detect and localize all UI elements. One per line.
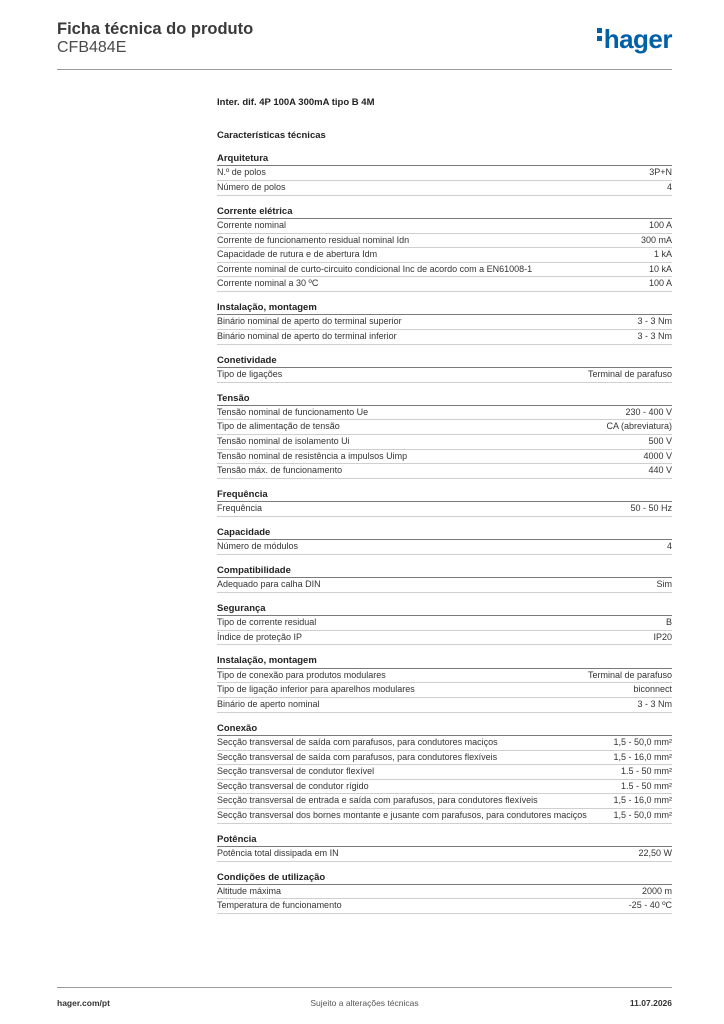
spec-label: Tipo de alimentação de tensão (217, 421, 340, 432)
footer-date: 11.07.2026 (629, 998, 672, 1008)
spec-row (217, 234, 672, 249)
spec-value: 1,5 - 50,0 mm² (613, 736, 672, 747)
spec-row (217, 885, 672, 900)
spec-value: 300 mA (640, 234, 672, 245)
spec-label: Binário nominal de aperto do terminal inferior (217, 330, 397, 341)
spec-label: Binário de aperto nominal (217, 698, 320, 709)
spec-row (217, 330, 672, 345)
spec-value: 100 A (648, 219, 672, 230)
footer-disclaimer: Sujeito a alterações técnicas (310, 998, 419, 1008)
spec-row (217, 683, 672, 698)
spec-row (217, 809, 672, 824)
spec-row (217, 698, 672, 713)
spec-group (217, 565, 672, 593)
group-title: Instalação, montagem (217, 302, 672, 315)
spec-value: biconnect (633, 684, 672, 695)
spec-row (217, 406, 672, 421)
spec-group (217, 603, 672, 646)
spec-value: 22,50 W (638, 847, 672, 858)
spec-label: Capacidade de rutura e de abertura Idm (217, 249, 378, 260)
spec-group (217, 834, 672, 862)
spec-row (217, 578, 672, 593)
spec-value: IP20 (653, 631, 672, 642)
spec-row (217, 368, 672, 383)
spec-row (217, 277, 672, 292)
spec-row (217, 736, 672, 751)
spec-row (217, 847, 672, 862)
spec-row (217, 450, 672, 465)
spec-value: 3 - 3 Nm (637, 316, 672, 327)
group-title: Potência (217, 834, 672, 847)
page-header (57, 20, 672, 70)
spec-group (217, 527, 672, 555)
spec-row (217, 166, 672, 181)
spec-value: 500 V (648, 436, 672, 447)
spec-row (217, 616, 672, 631)
spec-value: Terminal de parafuso (587, 368, 672, 379)
spec-value: B (665, 617, 672, 628)
spec-value: 1,5 - 16,0 mm² (613, 795, 672, 806)
spec-row (217, 765, 672, 780)
group-title: Instalação, montagem (217, 655, 672, 668)
group-title: Condições de utilização (217, 872, 672, 885)
spec-label: Potência total dissipada em IN (217, 847, 339, 858)
spec-value: 2000 m (641, 885, 672, 896)
spec-value: -25 - 40 ºC (628, 900, 672, 911)
product-code: CFB484E (57, 39, 127, 56)
spec-label: Secção transversal de saída com parafusos, para condutores flexíveis (217, 751, 498, 762)
group-title: Frequência (217, 489, 672, 502)
spec-label: N.º de polos (217, 167, 266, 178)
spec-value: 440 V (648, 465, 672, 476)
spec-label: Tensão nominal de funcionamento Ue (217, 406, 369, 417)
spec-row (217, 899, 672, 914)
document-title: Ficha técnica do produto (57, 20, 254, 38)
logo-text: hager (603, 24, 672, 54)
spec-label: Tensão nominal de isolamento Ui (217, 436, 350, 447)
spec-groups (217, 153, 672, 914)
spec-label: Secção transversal de entrada e saída com parafusos, para condutores flexíveis (217, 795, 538, 806)
spec-label: Corrente nominal a 30 ºC (217, 278, 319, 289)
spec-label: Tipo de conexão para produtos modulares (217, 669, 386, 680)
spec-value: 4000 V (643, 450, 672, 461)
spec-label: Corrente de funcionamento residual nominal Idn (217, 234, 410, 245)
spec-value: 4 (666, 181, 672, 192)
spec-value: 100 A (648, 278, 672, 289)
spec-label: Número de módulos (217, 541, 299, 552)
spec-row (217, 248, 672, 263)
spec-value: Terminal de parafuso (587, 669, 672, 680)
spec-label: Corrente nominal de curto-circuito condicional Inc de acordo com a EN61008-1 (217, 263, 533, 274)
spec-label: Adequado para calha DIN (217, 579, 321, 590)
spec-value: 3P+N (649, 167, 672, 178)
spec-value: 1.5 - 50 mm² (620, 780, 672, 791)
spec-group (217, 153, 672, 196)
footer-website: hager.com/pt (57, 998, 110, 1008)
page-footer (57, 987, 672, 1018)
spec-row (217, 631, 672, 646)
spec-value: 10 kA (648, 263, 672, 274)
spec-label: Altitude máxima (217, 885, 282, 896)
spec-label: Tensão nominal de resistência a impulsos Uimp (217, 450, 408, 461)
spec-label: Frequência (217, 503, 263, 514)
spec-label: Corrente nominal (217, 219, 287, 230)
spec-label: Tensão máx. de funcionamento (217, 465, 343, 476)
spec-row (217, 540, 672, 555)
spec-label: Secção transversal dos bornes montante e jusante com parafusos, para condutores maciços (217, 809, 587, 820)
spec-group (217, 872, 672, 915)
group-title: Segurança (217, 603, 672, 616)
spec-value: 1.5 - 50 mm² (620, 766, 672, 777)
logo-dots-icon (597, 28, 602, 44)
spec-label: Número de polos (217, 181, 286, 192)
spec-row (217, 502, 672, 517)
spec-label: Tipo de ligação inferior para aparelhos modulares (217, 684, 415, 695)
spec-row (217, 464, 672, 479)
spec-label: Tipo de corrente residual (217, 617, 317, 628)
group-title: Arquitetura (217, 153, 672, 166)
spec-group (217, 302, 672, 345)
spec-value: 1,5 - 16,0 mm² (613, 751, 672, 762)
group-title: Corrente elétrica (217, 206, 672, 219)
hager-logo (597, 26, 672, 52)
group-title: Conetividade (217, 355, 672, 368)
spec-row (217, 435, 672, 450)
spec-row (217, 794, 672, 809)
group-title: Compatibilidade (217, 565, 672, 578)
spec-group (217, 393, 672, 479)
spec-row (217, 181, 672, 196)
spec-label: Secção transversal de saída com parafusos, para condutores maciços (217, 736, 498, 747)
group-title: Conexão (217, 723, 672, 736)
spec-label: Secção transversal de condutor flexível (217, 766, 375, 777)
spec-value: 230 - 400 V (625, 406, 672, 417)
spec-content (217, 96, 672, 914)
spec-label: Temperatura de funcionamento (217, 900, 342, 911)
product-name: Inter. dif. 4P 100A 300mA tipo B 4M (217, 97, 375, 108)
spec-label: Índice de proteção IP (217, 631, 303, 642)
spec-value: 1 kA (653, 249, 672, 260)
spec-group (217, 355, 672, 383)
spec-group (217, 489, 672, 517)
spec-row (217, 669, 672, 684)
spec-group (217, 206, 672, 292)
spec-label: Binário nominal de aperto do terminal superior (217, 316, 402, 327)
spec-value: Sim (656, 579, 672, 590)
spec-row (217, 263, 672, 278)
spec-row (217, 780, 672, 795)
spec-value: 3 - 3 Nm (637, 698, 672, 709)
spec-value: CA (abreviatura) (606, 421, 672, 432)
spec-value: 3 - 3 Nm (637, 330, 672, 341)
spec-row (217, 420, 672, 435)
spec-label: Tipo de ligações (217, 368, 283, 379)
spec-row (217, 751, 672, 766)
spec-row (217, 315, 672, 330)
spec-value: 1,5 - 50,0 mm² (613, 809, 672, 820)
spec-group (217, 723, 672, 824)
spec-group (217, 655, 672, 712)
group-title: Tensão (217, 393, 672, 406)
section-heading: Características técnicas (217, 130, 326, 141)
spec-row (217, 219, 672, 234)
spec-value: 4 (666, 541, 672, 552)
spec-label: Secção transversal de condutor rígido (217, 780, 369, 791)
group-title: Capacidade (217, 527, 672, 540)
spec-value: 50 - 50 Hz (630, 503, 672, 514)
